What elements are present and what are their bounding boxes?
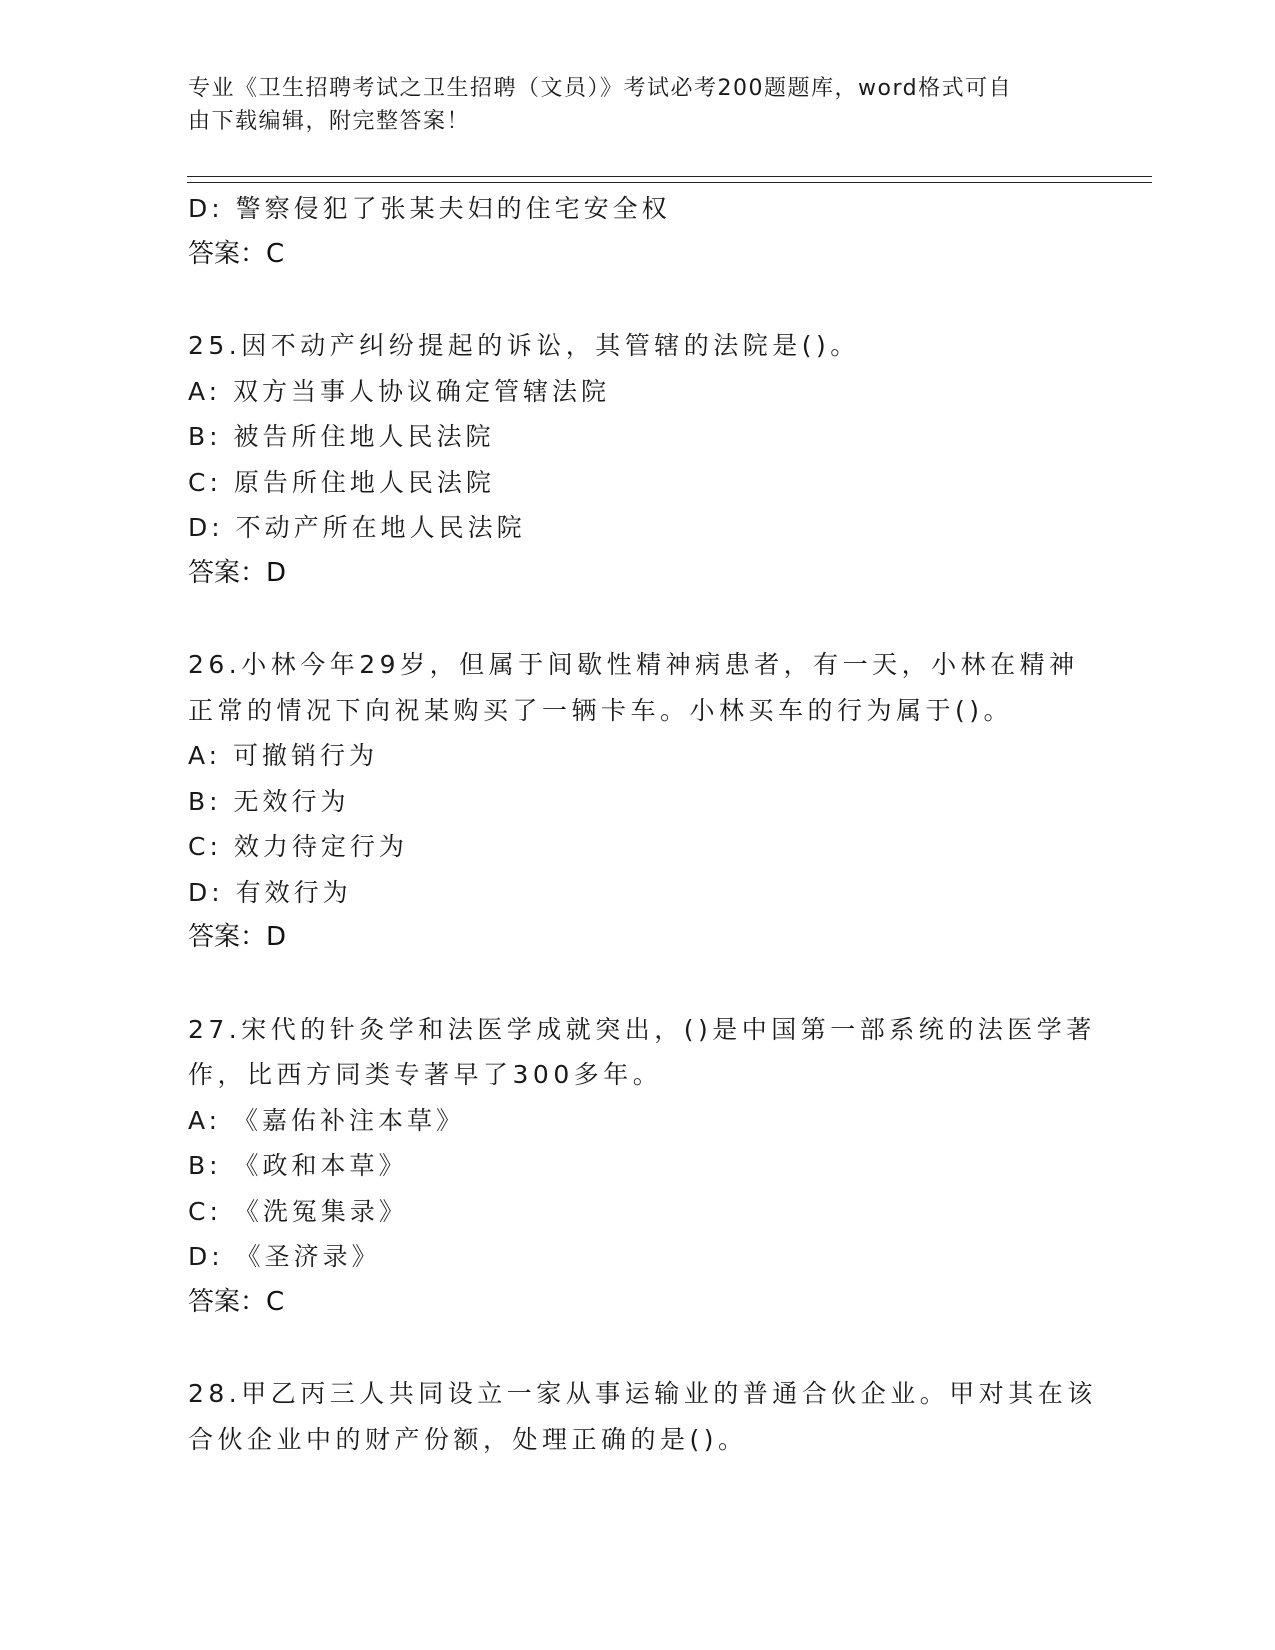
option-c: C: 原告所住地人民法院: [188, 467, 495, 497]
option-b: B: 《政和本草》: [188, 1151, 408, 1180]
question-stem: 27.宋代的针灸学和法医学成就突出，()是中国第一部系统的法医学著: [188, 1014, 1096, 1044]
answer-line: 答案：D: [188, 557, 287, 588]
option-c: C: 效力待定行为: [188, 832, 408, 861]
question-stem: 作，比西方同类专著早了300多年。: [188, 1060, 663, 1089]
header-line-1: 专业《卫生招聘考试之卫生招聘（文员）》考试必考200题题库，word格式可自: [188, 76, 1013, 101]
question-content: [188, 186, 1097, 1462]
option-d: D: 《圣济录》: [188, 1242, 381, 1271]
question-25: [188, 323, 1088, 596]
option-b: B: 无效行为: [188, 786, 350, 816]
document-header: [188, 72, 1068, 138]
answer-line: 答案：C: [188, 238, 285, 269]
option-d: D: 不动产所在地人民法院: [188, 513, 526, 542]
question-26: [188, 642, 1088, 961]
question-carryover: [188, 186, 1088, 277]
option-d: D: 有效行为: [188, 877, 352, 907]
answer-line: 答案：C: [188, 1286, 285, 1317]
header-line-2: 由下载编辑，附完整答案！: [188, 109, 471, 134]
answer-line: 答案：D: [188, 922, 287, 952]
option-c: C: 《洗冤集录》: [188, 1196, 408, 1226]
question-28: [188, 1371, 1097, 1462]
header-divider-top: [187, 176, 1152, 177]
question-stem: 26.小林今年29岁，但属于间歇性精神病患者，有一天，小林在精神: [188, 650, 1079, 679]
option-b: B: 被告所住地人民法院: [188, 422, 495, 451]
question-stem: 25.因不动产纠纷提起的诉讼，其管辖的法院是()。: [188, 331, 860, 360]
option-d: D: 警察侵犯了张某夫妇的住宅安全权: [188, 194, 671, 223]
option-a: A: 可撤销行为: [188, 741, 379, 770]
header-divider-bottom: [187, 182, 1152, 183]
question-stem: 正常的情况下向祝某购买了一辆卡车。小林买车的行为属于()。: [188, 695, 1014, 725]
option-a: A: 《嘉佑补注本草》: [188, 1105, 466, 1135]
option-a: A: 双方当事人协议确定管辖法院: [188, 376, 611, 406]
question-27: [188, 1007, 1096, 1326]
question-stem: 合伙企业中的财产份额，处理正确的是()。: [188, 1424, 748, 1454]
question-stem: 28.甲乙丙三人共同设立一家从事运输业的普通合伙企业。甲对其在该: [188, 1379, 1097, 1408]
